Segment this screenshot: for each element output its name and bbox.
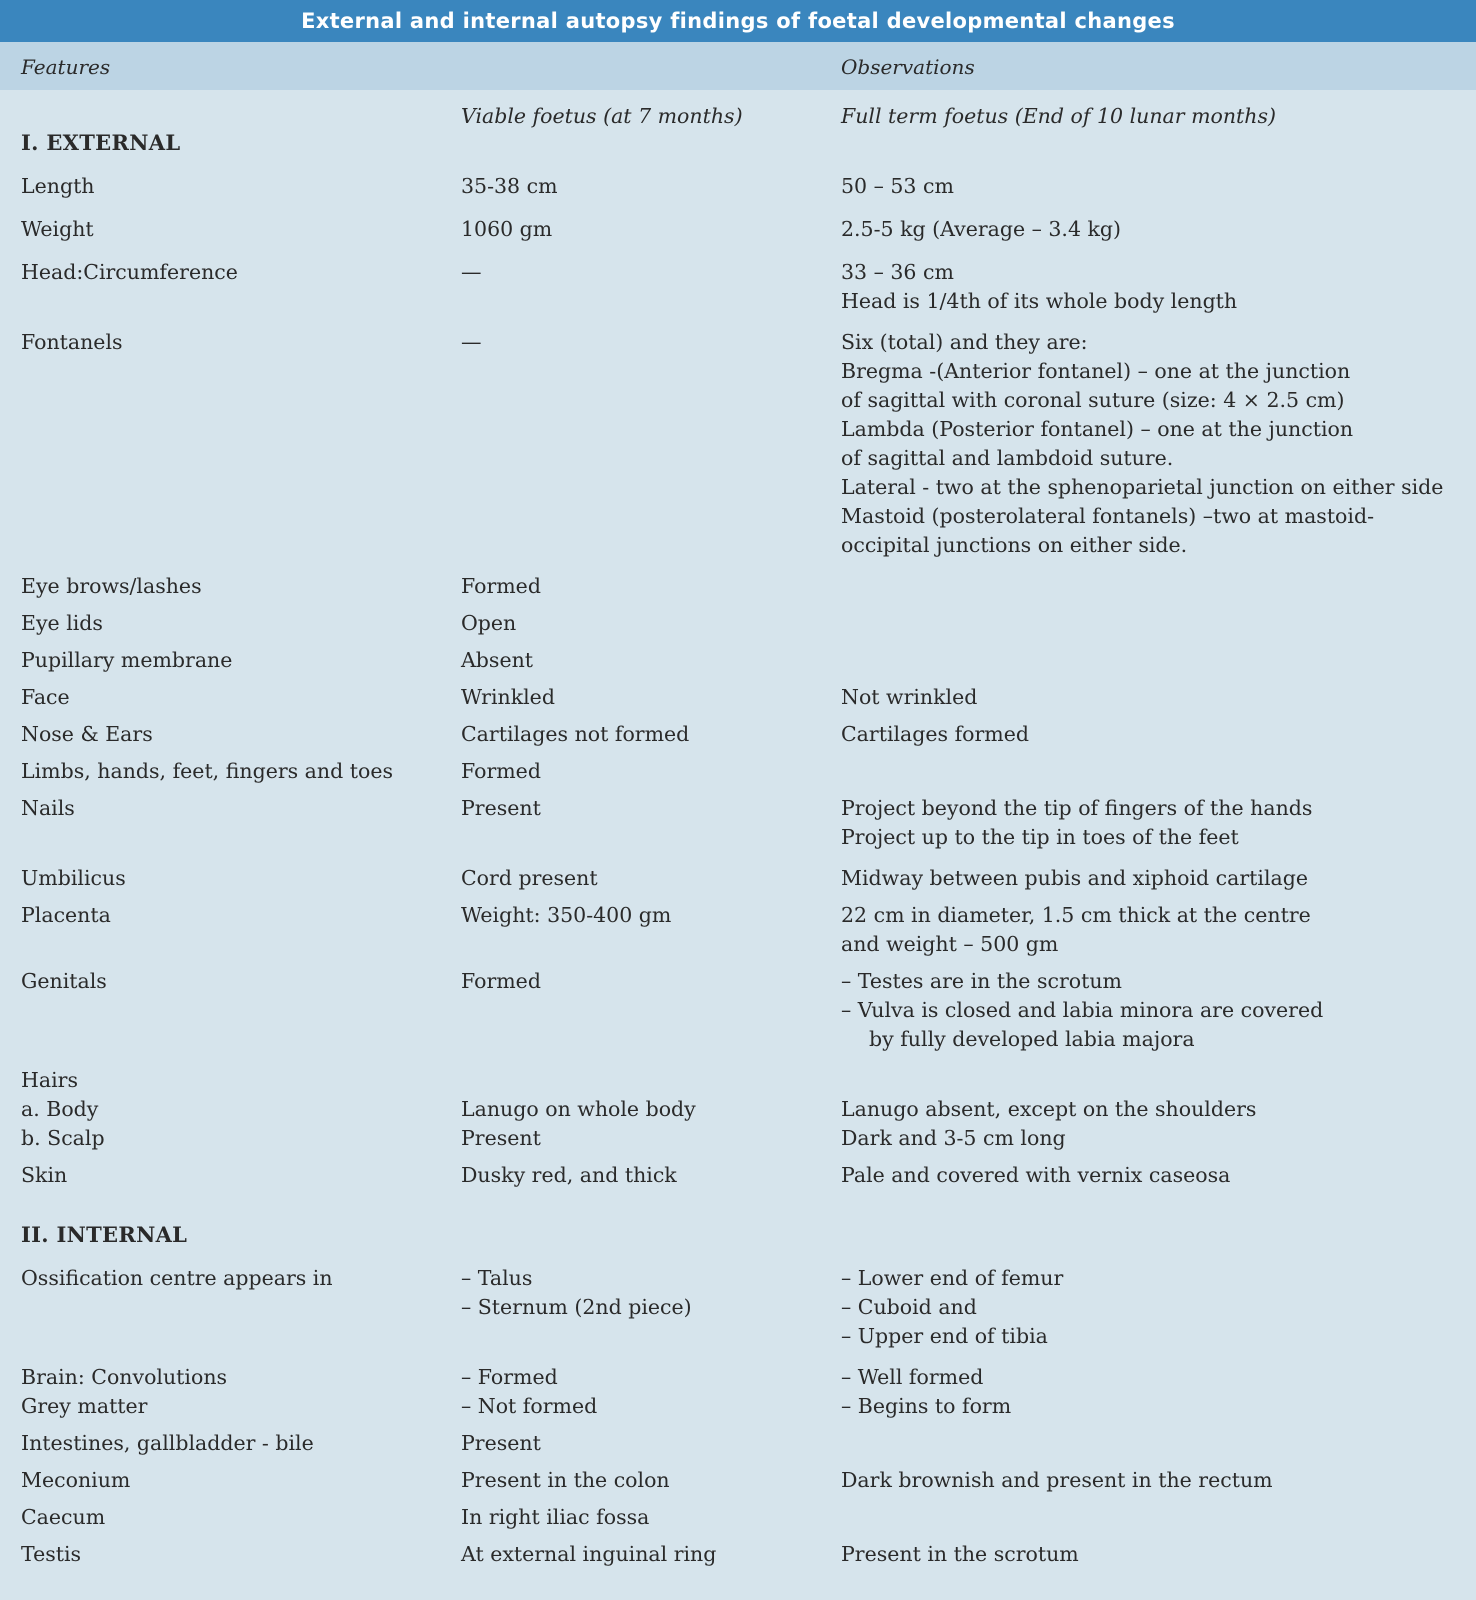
table-row	[0, 901, 1476, 959]
viable-cell	[461, 1503, 649, 1532]
cell-line: – Testes are in the scrotum	[841, 969, 1122, 993]
cell-line: of sagittal with coronal suture (size: 4 × 2.5 cm)	[841, 388, 1345, 412]
viable-cell	[461, 646, 533, 675]
cell-line: Grey matter	[21, 1394, 148, 1418]
table-row	[0, 1066, 1476, 1153]
table-row	[0, 1363, 1476, 1421]
feature-cell	[21, 720, 153, 749]
cell-line: – Upper end of tibia	[841, 1324, 1048, 1348]
full-term-cell	[841, 1466, 1273, 1495]
cell-line: 1060 gm	[461, 217, 553, 241]
cell-line: Present in the scrotum	[841, 1542, 1079, 1566]
viable-cell	[461, 1264, 692, 1322]
cell-line: Formed	[461, 969, 541, 993]
cell-line: Lanugo absent, except on the shoulders	[841, 1097, 1257, 1121]
feature-cell	[21, 1429, 314, 1458]
cell-line: Present	[461, 796, 541, 820]
cell-line: Meconium	[21, 1468, 131, 1492]
cell-line: – Lower end of femur	[841, 1266, 1064, 1290]
table-row	[0, 1429, 1476, 1458]
section-label-external: I. EXTERNAL	[21, 130, 181, 155]
cell-line: Cartilages not formed	[461, 722, 690, 746]
table-row	[0, 1161, 1476, 1190]
cell-line: Wrinkled	[461, 685, 555, 709]
feature-cell	[21, 1264, 333, 1293]
viable-cell	[461, 172, 558, 201]
feature-cell	[21, 683, 70, 712]
viable-cell	[461, 967, 541, 996]
table-title: External and internal autopsy findings of foetal developmental changes	[0, 0, 1476, 42]
feature-cell	[21, 1066, 105, 1153]
feature-cell	[21, 1540, 81, 1569]
observations-column-header: Observations	[841, 55, 975, 79]
table-body	[0, 102, 1476, 1569]
cell-line: Length	[21, 174, 95, 198]
feature-cell	[21, 646, 232, 675]
cell-line: At external inguinal ring	[461, 1542, 717, 1566]
feature-cell	[21, 757, 393, 786]
cell-line: Absent	[461, 648, 534, 672]
cell-line: – Begins to form	[841, 1394, 1012, 1418]
cell-line: – Talus	[461, 1266, 533, 1290]
viable-cell	[461, 1363, 597, 1421]
cell-line: – Formed	[461, 1365, 558, 1389]
table-row	[0, 683, 1476, 712]
full-term-cell	[841, 901, 1311, 959]
cell-line: Genitals	[21, 969, 107, 993]
cell-line: – Vulva is closed and labia minora are covered	[841, 998, 1324, 1022]
cell-line: Lambda (Posterior fontanel) – one at the junction	[841, 417, 1354, 441]
feature-cell	[21, 215, 94, 244]
feature-cell	[21, 609, 103, 638]
cell-line: Umbilicus	[21, 866, 126, 890]
cell-line	[841, 1066, 1256, 1095]
table-row	[0, 172, 1476, 201]
viable-cell	[461, 328, 482, 357]
full-term-cell	[841, 172, 954, 201]
cell-line	[461, 1066, 696, 1095]
table-row	[0, 572, 1476, 601]
features-column-header: Features	[21, 55, 111, 79]
cell-line: Open	[461, 611, 517, 635]
viable-cell	[461, 757, 541, 786]
table-row	[0, 1503, 1476, 1532]
cell-line: Formed	[461, 574, 541, 598]
feature-cell	[21, 572, 202, 601]
viable-cell	[461, 1429, 541, 1458]
full-term-cell	[841, 1363, 1011, 1421]
feature-cell	[21, 901, 111, 930]
cell-line: Mastoid (posterolateral fontanels) –two at mastoid-	[841, 504, 1374, 528]
cell-line: and weight – 500 gm	[841, 932, 1059, 956]
feature-cell	[21, 864, 126, 893]
viable-cell	[461, 1466, 670, 1495]
full-term-cell	[841, 720, 1029, 749]
cell-line: Caecum	[21, 1505, 106, 1529]
cell-line: Limbs, hands, feet, fingers and toes	[21, 759, 393, 783]
feature-cell	[21, 1503, 105, 1532]
cell-line: Eye lids	[21, 611, 103, 635]
cell-line: Midway between pubis and xiphoid cartilage	[841, 866, 1308, 890]
cell-line: Skin	[21, 1163, 68, 1187]
viable-cell	[461, 1540, 716, 1569]
cell-line: Nails	[21, 796, 75, 820]
cell-line: Pale and covered with vernix caseosa	[841, 1163, 1231, 1187]
table-row	[0, 967, 1476, 1054]
feature-cell	[21, 1161, 67, 1190]
cell-line: —	[461, 330, 482, 354]
feature-cell	[21, 258, 238, 287]
cell-line: 2.5-5 kg (Average – 3.4 kg)	[841, 217, 1122, 241]
cell-line: Dark brownish and present in the rectum	[841, 1468, 1273, 1492]
cell-line: Placenta	[21, 903, 111, 927]
cell-line: occipital junctions on either side.	[841, 533, 1188, 557]
cell-line: Not wrinkled	[841, 685, 978, 709]
cell-line: Fontanels	[21, 330, 123, 354]
cell-line: 33 – 36 cm	[841, 260, 954, 284]
full-term-cell	[841, 683, 977, 712]
cell-line: Project up to the tip in toes of the feet	[841, 825, 1239, 849]
viable-cell	[461, 864, 598, 893]
table-row	[0, 1466, 1476, 1495]
viable-cell	[461, 572, 541, 601]
full-term-cell	[841, 215, 1121, 244]
table-row	[0, 609, 1476, 638]
cell-line: Present	[461, 1431, 541, 1455]
table-row	[0, 720, 1476, 749]
full-term-cell	[841, 1264, 1063, 1351]
viable-cell	[461, 258, 482, 287]
cell-line: Cord present	[461, 866, 598, 890]
feature-cell	[21, 967, 107, 996]
cell-line: Present	[461, 1126, 541, 1150]
viable-cell	[461, 901, 671, 930]
cell-line: – Not formed	[461, 1394, 598, 1418]
full-term-foetus-subheader: Full term foetus (End of 10 lunar months)	[841, 104, 1277, 128]
cell-line: a. Body	[21, 1097, 99, 1121]
viable-cell	[461, 683, 555, 712]
table-row	[0, 1264, 1476, 1351]
feature-cell	[21, 172, 95, 201]
feature-cell	[21, 1363, 227, 1421]
cell-line: Dusky red, and thick	[461, 1163, 677, 1187]
cell-line: Hairs	[21, 1068, 78, 1092]
cell-line: – Sternum (2nd piece)	[461, 1295, 692, 1319]
table-row	[0, 794, 1476, 852]
full-term-cell	[841, 967, 1323, 1054]
cell-line: Eye brows/lashes	[21, 574, 202, 598]
viable-cell	[461, 609, 516, 638]
cell-line: Cartilages formed	[841, 722, 1029, 746]
cell-line: Weight	[21, 217, 94, 241]
section-internal	[0, 1220, 1476, 1250]
cell-line: Lanugo on whole body	[461, 1097, 696, 1121]
cell-line: —	[461, 260, 482, 284]
full-term-cell	[841, 258, 1237, 316]
table-row	[0, 646, 1476, 675]
cell-line: Intestines, gallbladder - bile	[21, 1431, 314, 1455]
cell-line: Bregma -(Anterior fontanel) – one at the junction	[841, 359, 1351, 383]
table-row	[0, 864, 1476, 893]
cell-line: Face	[21, 685, 70, 709]
table-row	[0, 258, 1476, 316]
cell-line: – Cuboid and	[841, 1295, 977, 1319]
cell-line: Head is 1/4th of its whole body length	[841, 289, 1238, 313]
cell-line: 50 – 53 cm	[841, 174, 954, 198]
viable-cell	[461, 215, 552, 244]
section-external	[0, 128, 1476, 158]
cell-line: – Well formed	[841, 1365, 984, 1389]
cell-line: Dark and 3-5 cm long	[841, 1126, 1066, 1150]
table-row	[0, 328, 1476, 560]
feature-cell	[21, 794, 75, 823]
cell-line: 22 cm in diameter, 1.5 cm thick at the centre	[841, 903, 1311, 927]
section-label-internal: II. INTERNAL	[21, 1222, 188, 1247]
cell-line: 35-38 cm	[461, 174, 558, 198]
cell-line: of sagittal and lambdoid suture.	[841, 446, 1174, 470]
cell-line: Project beyond the tip of fingers of the hands	[841, 796, 1313, 820]
viable-cell	[461, 794, 541, 823]
full-term-cell	[841, 864, 1308, 893]
cell-line: by fully developed labia majora	[869, 1027, 1195, 1051]
column-header-row	[0, 42, 1476, 90]
cell-line: Brain: Convolutions	[21, 1365, 228, 1389]
viable-cell	[461, 1066, 696, 1153]
cell-line: Lateral - two at the sphenoparietal junction on either side	[841, 475, 1444, 499]
full-term-cell	[841, 794, 1312, 852]
full-term-cell	[841, 328, 1443, 560]
table-row	[0, 757, 1476, 786]
cell-line: Present in the colon	[461, 1468, 670, 1492]
cell-line: Weight: 350-400 gm	[461, 903, 672, 927]
cell-line: Head:Circumference	[21, 260, 238, 284]
cell-line: Testis	[21, 1542, 82, 1566]
feature-cell	[21, 1466, 130, 1495]
cell-line: Pupillary membrane	[21, 648, 233, 672]
table-row	[0, 1540, 1476, 1569]
full-term-cell	[841, 1540, 1079, 1569]
feature-cell	[21, 328, 123, 357]
full-term-cell	[841, 1161, 1230, 1190]
cell-line: Formed	[461, 759, 541, 783]
cell-line: Nose & Ears	[21, 722, 153, 746]
viable-cell	[461, 720, 689, 749]
full-term-cell	[841, 1066, 1256, 1153]
viable-foetus-subheader: Viable foetus (at 7 months)	[461, 104, 743, 128]
table-row	[0, 215, 1476, 244]
cell-line: Six (total) and they are:	[841, 330, 1088, 354]
cell-line: b. Scalp	[21, 1126, 105, 1150]
cell-line: In right iliac fossa	[461, 1505, 650, 1529]
cell-line: Ossification centre appears in	[21, 1266, 333, 1290]
viable-cell	[461, 1161, 677, 1190]
